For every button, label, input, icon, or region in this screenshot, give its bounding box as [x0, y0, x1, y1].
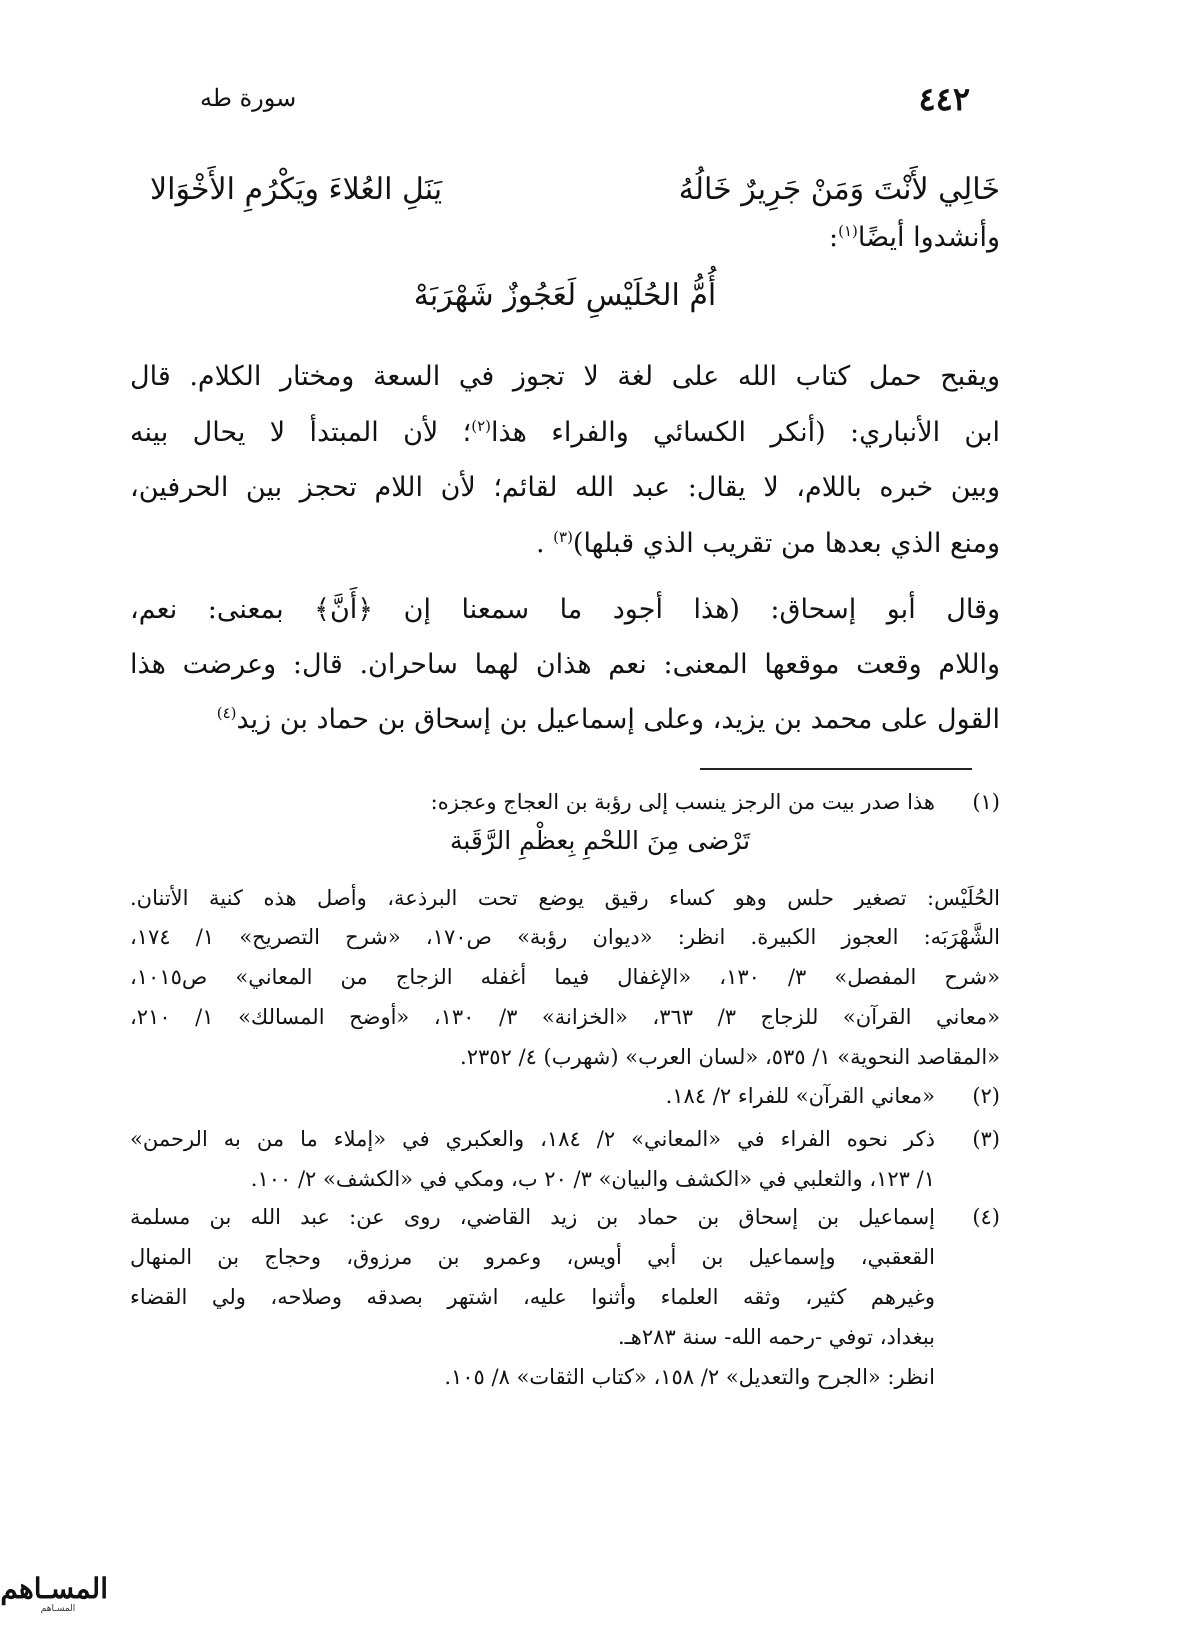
footnote-line: ببغداد، توفي -رحمه الله- سنة ٢٨٣هـ. [617, 1325, 935, 1349]
footnote-number: (١) [972, 790, 1000, 814]
footnote-number: (٤) [972, 1205, 1000, 1229]
watermark-logo-text: المسـاهم [0, 1572, 108, 1605]
footnote-ref: (٣) [553, 528, 573, 546]
footnote-ref: (٤) [216, 704, 237, 722]
paragraph-line: ويقبح حمل كتاب الله على لغة لا تجوز في السعة ومختار الكلام. قال [130, 361, 1000, 392]
footnote-ref: (٢) [471, 417, 491, 435]
watermark-logo [0, 1568, 108, 1618]
footnote-line: ١/ ١٢٣، والثعلبي في «الكشف والبيان» ٣/ ٢٠ ب، ومكي في «الكشف» ٢/ ١٠٠. [250, 1167, 935, 1191]
paragraph-line [130, 700, 1000, 740]
paragraph-text: ؛ لأن المبتدأ لا يحال بينه [130, 417, 472, 448]
paragraph-line: واللام وقعت موقعها المعنى: نعم هذان لهما ساحران. قال: وعرضت هذا [130, 649, 1000, 680]
running-header-surah: سورة طه [200, 84, 297, 112]
poetry-verse [150, 172, 1000, 216]
footnote-line: وغيرهم كثير، وثقه العلماء وأثنوا عليه، اشتهر بصدقه وصلاحه، ولي القضاء [130, 1285, 935, 1309]
paragraph-line [130, 524, 1000, 564]
footnote-separator [700, 768, 972, 770]
footnote-ref: (١) [838, 222, 858, 240]
footnote-line: «شرح المفصل» ٣/ ١٣٠، «الإغفال فيما أغفله الزجاج من المعاني» ص١٠١٥، [130, 965, 1000, 989]
verse-second-hemistich: يَنَلِ العُلاءَ ويَكْرُمِ الأَخْوَالا [150, 172, 443, 207]
intro-colon: : [829, 222, 839, 253]
footnote-line: إسماعيل بن إسحاق بن حماد بن زيد القاضي، روى عن: عبد الله بن مسلمة [130, 1205, 935, 1229]
footnote-line: انظر: «الجرح والتعديل» ٢/ ١٥٨، «كتاب الثقات» ٨/ ١٠٥. [444, 1365, 935, 1389]
footnote-line: «المقاصد النحوية» ١/ ٥٣٥، «لسان العرب» (شهرب) ٤/ ٢٣٥٢. [460, 1045, 1000, 1069]
footnote-line: ذكر نحوه الفراء في «المعاني» ٢/ ١٨٤، والعكبري في «إملاء ما من به الرحمن» [130, 1127, 935, 1151]
paragraph-text: القول على محمد بن يزيد، وعلى إسماعيل بن إسحاق بن حماد بن زيد [236, 704, 1000, 735]
intro-text: وأنشدوا أيضًا [857, 222, 1000, 253]
page-number: ٤٤٢ [918, 80, 970, 118]
footnote-verse: تَرْضى مِنَ اللحْمِ بِعظْمِ الرَّقَبة [449, 826, 751, 855]
footnote-line: الحُلَيْس: تصغير حلس وهو كساء رقيق يوضع تحت البرذعة، وأصل هذه كنية الأتنان. [130, 886, 1000, 910]
footnote-number: (٣) [972, 1127, 1000, 1151]
paragraph-line: وبين خبره باللام، لا يقال: عبد الله لقائم؛ لأن اللام تحجز بين الحرفين، [130, 472, 1000, 503]
paragraph-text: . [535, 528, 545, 559]
footnote-line: القعقبي، وإسماعيل بن أبي أويس، وعمرو بن مرزوق، وحجاج بن المنهال [130, 1245, 935, 1269]
watermark-logo-subtext: المسـاهم [40, 1604, 76, 1614]
poetry-verse-centered: أُمُّ الحُلَيْسِ لَعَجُوزٌ شَهْرَبَهْ [413, 278, 717, 313]
paragraph-line [130, 413, 1000, 453]
intro-line [130, 218, 1000, 258]
paragraph-text: ومنع الذي بعدها من تقريب الذي قبلها) [572, 528, 1000, 559]
paragraph-line: وقال أبو إسحاق: (هذا أجود ما سمعنا إن ﴿أَنَّ﴾ بمعنى: نعم، [130, 594, 1000, 625]
footnote-line: «معاني القرآن» للفراء ٢/ ١٨٤. [665, 1084, 935, 1108]
verse-first-hemistich: خَالِي لأَنْتَ وَمَنْ جَرِيرٌ خَالُهُ [678, 172, 1000, 207]
footnote-line: هذا صدر بيت من الرجز ينسب إلى رؤبة بن العجاج وعجزه: [430, 790, 935, 814]
paragraph-text: ابن الأنباري: (أنكر الكسائي والفراء هذا [490, 417, 1000, 448]
footnote-line: «معاني القرآن» للزجاج ٣/ ٣٦٣، «الخزانة» ٣/ ١٣٠، «أوضح المسالك» ١/ ٢١٠، [130, 1005, 1000, 1029]
footnote-number: (٢) [972, 1084, 1000, 1108]
footnote-line: الشَّهْرَبَه: العجوز الكبيرة. انظر: «ديوان رؤبة» ص١٧٠، «شرح التصريح» ١/ ١٧٤، [130, 925, 1000, 949]
